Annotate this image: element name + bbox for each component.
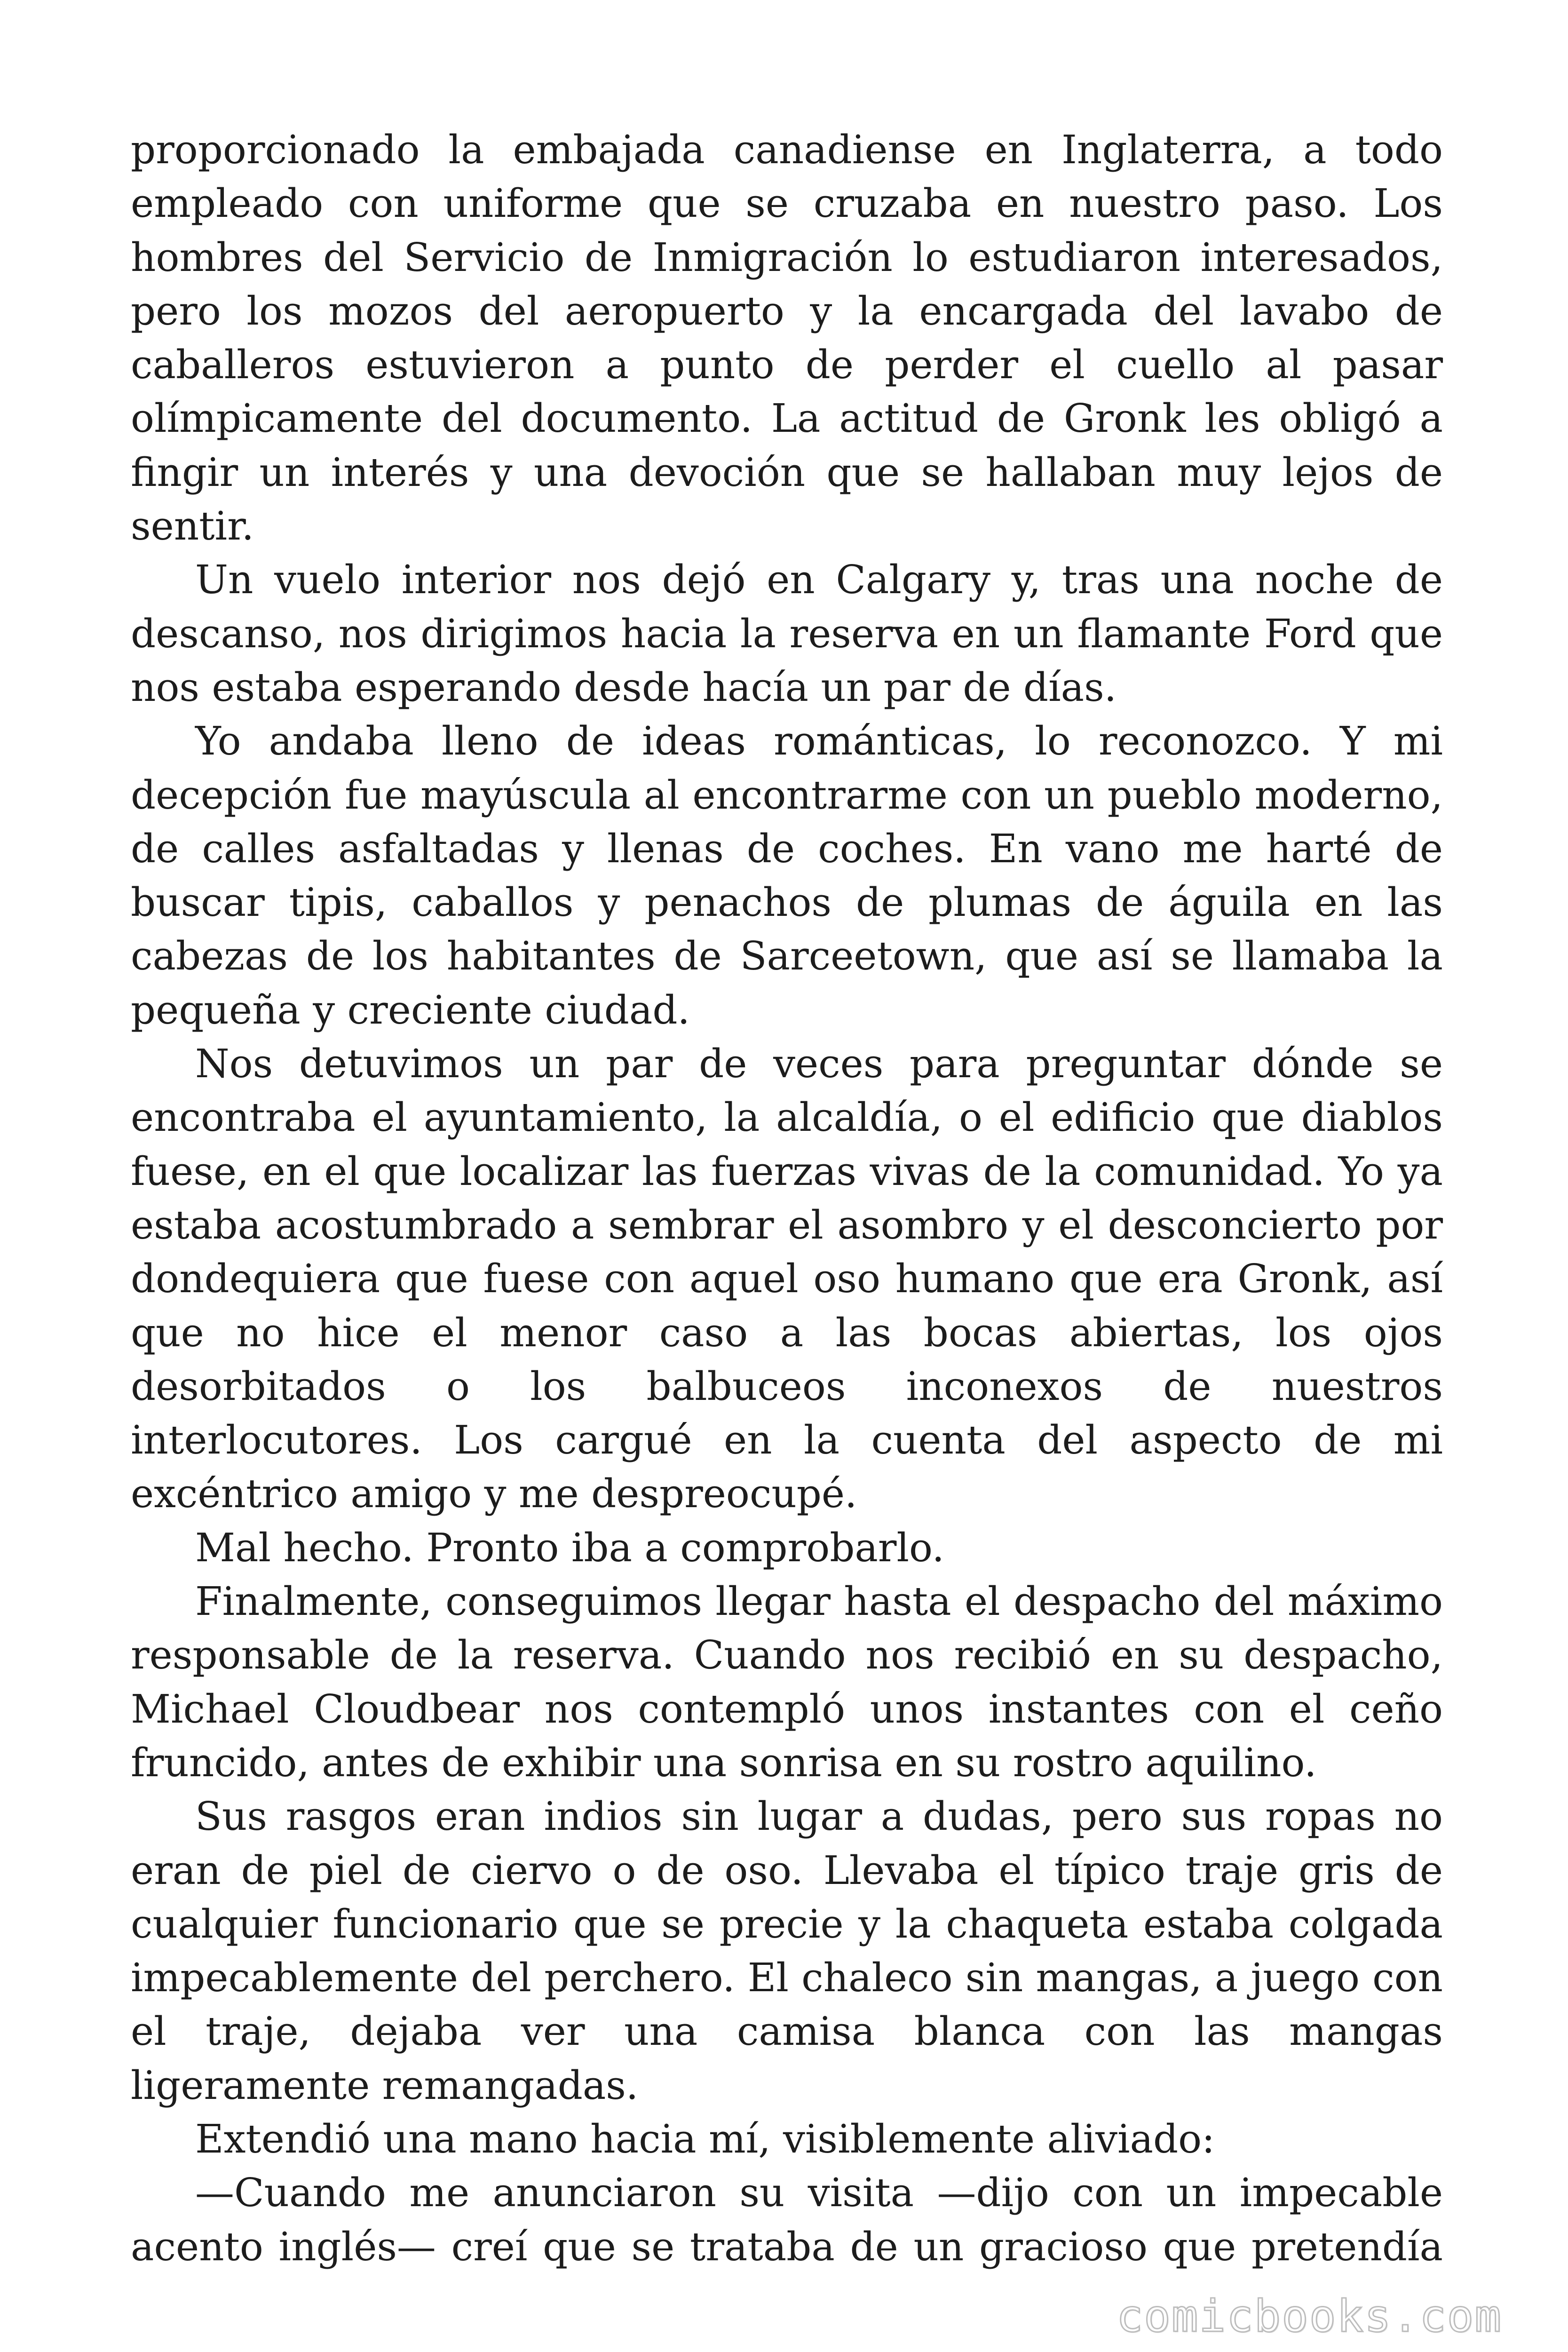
paragraph-8: Extendió una mano hacia mí, visiblemente aliviado: [195,2116,1215,2162]
body-text [131,123,1443,2274]
paragraph-6: Finalmente, conseguimos llegar hasta el despacho del máximo responsable de la reserva. Cuando nos recibió en su despacho, Michael Cloudbear nos contempló unos instantes con el ceño fruncido, antes de exhibir una sonrisa en su rostro aquilino. [131,1579,1443,1786]
watermark: comicbooks.com [1116,2291,1502,2342]
paragraph-5: Mal hecho. Pronto iba a comprobarlo. [195,1525,944,1571]
paragraph-9: —Cuando me anunciaron su visita —dijo con un impecable acento inglés— creí que se trataba de un gracioso que pretendía [131,2170,1443,2270]
paragraph-4: Nos detuvimos un par de veces para preguntar dónde se encontraba el ayuntamiento, la alcaldía, o el edificio que diablos fuese, en el que localizar las fuerzas vivas de la comunidad. Yo ya estaba acostumbrado a sembrar el asombro y el desconcierto por dondequiera que fuese con aquel oso humano que era Gronk, así que no hice el menor caso a las bocas abiertas, los ojos desorbitados o los balbuceos inconexos de nuestros interlocutores. Los cargué en la cuenta del aspecto de mi excéntrico amigo y me despreocupé. [131,1041,1443,1517]
paragraph-7: Sus rasgos eran indios sin lugar a dudas, pero sus ropas no eran de piel de ciervo o de oso. Llevaba el típico traje gris de cualquier funcionario que se precie y la chaqueta estaba colgada impecablemente del perchero. El chaleco sin mangas, a juego con el traje, dejaba ver una camisa blanca con las mangas ligeramente remangadas. [131,1794,1443,2108]
paragraph-3: Yo andaba lleno de ideas románticas, lo reconozco. Y mi decepción fue mayúscula al encontrarme con un pueblo moderno, de calles asfaltadas y llenas de coches. En vano me harté de buscar tipis, caballos y penachos de plumas de águila en las cabezas de los habitantes de Sarceetown, que así se llamaba la pequeña y creciente ciudad. [131,718,1443,1033]
paragraph-2: Un vuelo interior nos dejó en Calgary y, tras una noche de descanso, nos dirigimos hacia la reserva en un flamante Ford que nos estaba esperando desde hacía un par de días. [131,557,1443,710]
paragraph-1: proporcionado la embajada canadiense en Inglaterra, a todo empleado con uniforme que se cruzaba en nuestro paso. Los hombres del Servicio de Inmigración lo estudiaron interesados, pero los mozos del aeropuerto y la encargada del lavabo de caballeros estuvieron a punto de perder el cuello al pasar olímpicamente del documento. La actitud de Gronk les obligó a fingir un interés y una devoción que se hallaban muy lejos de sentir. [131,127,1443,549]
